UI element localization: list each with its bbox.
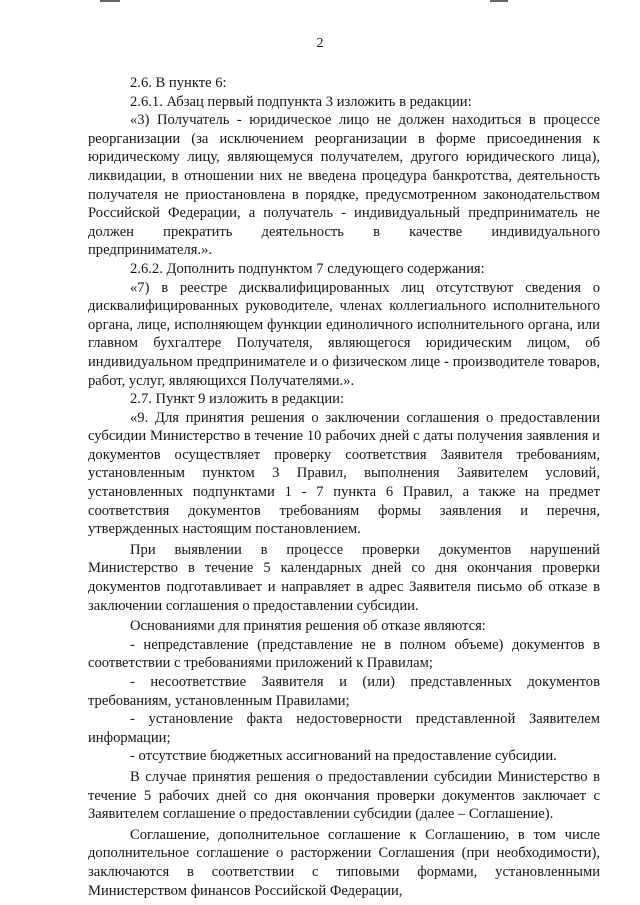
document-body [88, 74, 600, 900]
page-number: 2 [316, 36, 324, 51]
paragraph-item-9: «9. Для принятия решения о заключении соглашения о предоставлении субсидии Министерство в течение 10 рабочих дней с даты получения заявления и документов осуществляет проверку соответствия Заявителя требованиям, установленным пунктом 3 Правил, выполнения Заявителем условий, установленных подпунктами 1 - 7 пункта 6 Правил, а также на предмет соответствия документов требованиям формы заявления и перечня, утвержденных настоящим постановлением. [88, 409, 600, 538]
paragraph-refusal-grounds: Основаниями для принятия решения об отказе являются: [130, 618, 486, 635]
paragraph-subitem-7: «7) в реестре дисквалифицированных лиц отсутствуют сведения о дисквалифицированных руководителе, членах коллегиального исполнительного органа, лице, исполняющем функции единоличного исполнительного органа, или главном бухгалтере Получателя, являющегося юридическим лицом, об индивидуальном предпринимателе и о физическом лице - производителе товаров, работ, услуг, являющихся Получателями.». [88, 279, 600, 389]
paragraph-2-6: 2.6. В пункте 6: [130, 75, 227, 91]
scan-artifact-left [100, 0, 120, 2]
paragraph-decision: В случае принятия решения о предоставлении субсидии Министерство в течение 5 рабочих дней со дня окончания проверки документов заключает с Заявителем соглашение о предоставлении субсидии (далее – Соглашение). [88, 768, 600, 823]
paragraph-agreement: Соглашение, дополнительное соглашение к Соглашению, в том числе дополнительное соглашение о расторжении Соглашения (при необходимости), заключаются в соответствии с типовыми формами, установленными Министерством финансов Российской Федерации, [88, 826, 600, 899]
scan-artifact-right [490, 0, 508, 2]
list-item-no-budget: - отсутствие бюджетных ассигнований на предоставление субсидии. [130, 748, 557, 765]
list-item-non-compliance: - несоответствие Заявителя и (или) представленных документов требованиям, установленным Правилами; [88, 674, 600, 709]
list-item-unreliable-info: - установление факта недостоверности представленной Заявителем информации; [88, 711, 600, 746]
paragraph-2-6-2: 2.6.2. Дополнить подпунктом 7 следующего содержания: [130, 260, 485, 277]
paragraph-subitem-3: «3) Получатель - юридическое лицо не должен находиться в процессе реорганизации (за исключением реорганизации в форме присоединения к юридическому лицу, являющемуся получателем, другого юридического лица), ликвидации, в отношении них не введена процедура банкротства, деятельность получателя не приостановлена в порядке, предусмотренном законодательством Российской Федерации, а получатель - индивидуальный предприниматель не должен прекратить деятельность в качестве индивидуального предпринимателя.». [88, 112, 600, 259]
list-item-non-submission: - непредставление (представление не в полном объеме) документов в соответствии с требованиями приложений к Правилам; [88, 636, 600, 672]
paragraph-violations: При выявлении в процессе проверки документов нарушений Министерство в течение 5 календарных дней со дня окончания проверки документов подготавливает и направляет в адрес Заявителя письмо об отказе в заключении соглашения о предоставлении субсидии. [88, 541, 600, 614]
paragraph-2-6-1: 2.6.1. Абзац первый подпункта 3 изложить в редакции: [130, 93, 472, 110]
paragraph-2-7: 2.7. Пункт 9 изложить в редакции: [130, 391, 345, 408]
